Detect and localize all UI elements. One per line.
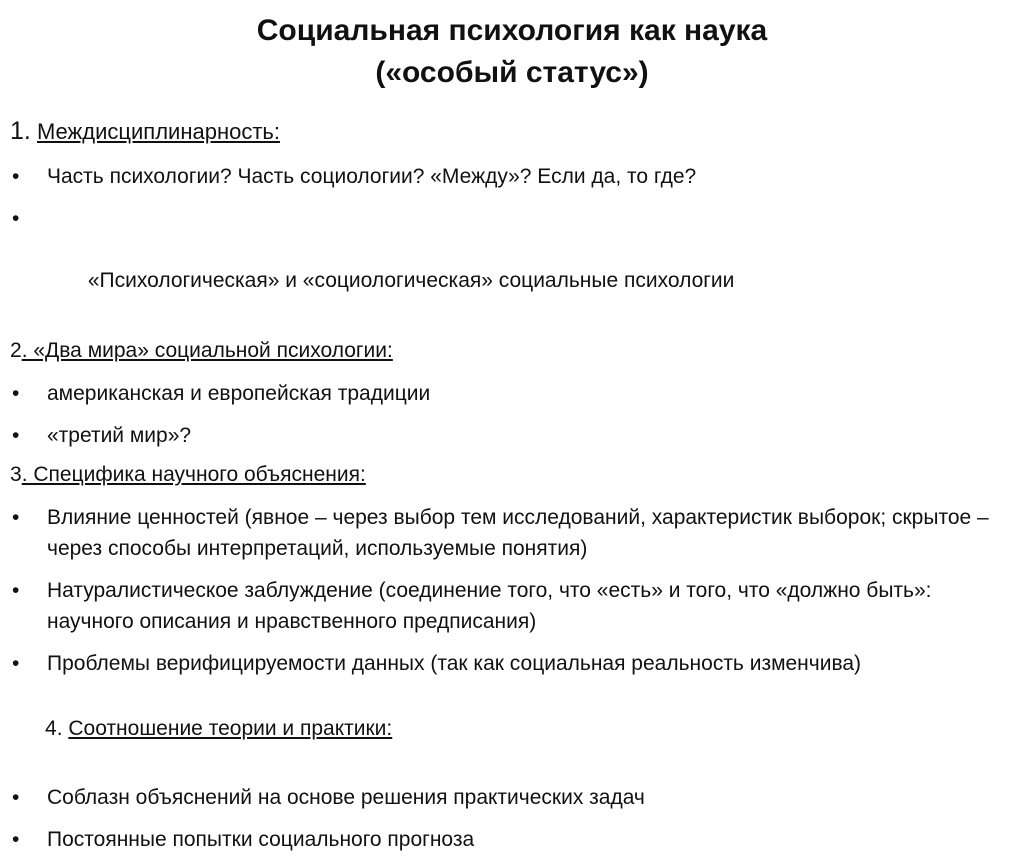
bullet-text: Часть психологии? Часть социологии? «Между»? Если да, то где? — [47, 165, 697, 188]
section-3-bullet-3 — [10, 648, 1010, 679]
bullet-text: Постоянные попытки социального прогноза — [47, 828, 475, 851]
bullet-text: «третий мир»? — [47, 424, 192, 447]
bullet-marker: • — [12, 382, 20, 405]
section-4-bullet-1 — [10, 782, 1010, 813]
section-2-title: . «Два мира» социальной психологии: — [21, 339, 393, 362]
section-1-title: Междисциплинарность: — [36, 119, 280, 144]
bullet-marker: • — [12, 165, 20, 188]
section-4-number: 4. — [45, 717, 69, 740]
title-line-2: («особый статус») — [375, 56, 649, 89]
section-1-number: 1. — [10, 117, 31, 145]
bullet-marker: • — [12, 652, 20, 675]
bullet-marker: • — [12, 579, 20, 602]
slide-title — [0, 10, 1024, 94]
slide-content — [10, 118, 1010, 866]
section-2-bullet-1 — [10, 378, 1010, 409]
bullet-text: Натуралистическое заблуждение (соединение того, что «есть» и того, что «должно быть»: научного описания и нравственного предписания) — [47, 579, 932, 633]
bullet-text: американская и европейская традиции — [47, 382, 431, 405]
section-3-heading — [10, 462, 1010, 488]
section-1-heading — [10, 118, 1010, 145]
bullet-text: Соблазн объяснений на основе решения практических задач — [47, 786, 645, 809]
section-3-bullet-2 — [10, 575, 1010, 637]
section-3-bullet-1 — [10, 502, 1010, 564]
section-2-heading — [10, 338, 1010, 364]
bullet-text: «Психологическая» и «социологическая» социальные психологии — [82, 269, 735, 292]
bullet-marker: • — [12, 424, 20, 447]
title-line-1: Социальная психология как наука — [256, 14, 768, 47]
section-2-number: 2 — [10, 339, 22, 362]
section-4-heading — [10, 690, 1010, 768]
section-3-title: . Специфика научного объяснения: — [21, 463, 366, 486]
section-1-bullet-1 — [10, 161, 1010, 192]
bullet-marker: • — [12, 506, 20, 529]
bullet-text: Проблемы верифицируемости данных (так как социальная реальность изменчива) — [47, 652, 862, 675]
bullet-marker: • — [12, 207, 20, 230]
section-3-number: 3 — [10, 463, 22, 486]
section-2-bullet-2 — [10, 420, 1010, 451]
bullet-marker: • — [12, 786, 20, 809]
bullet-marker: • — [12, 828, 20, 851]
section-4-bullet-2 — [10, 824, 1010, 855]
section-1-bullet-2 — [10, 203, 1010, 327]
section-4-title: Соотношение теории и практики: — [68, 717, 393, 740]
bullet-text: Влияние ценностей (явное – через выбор тем исследований, характеристик выборок; скрытое – через способы интерпретаций, используемые понятия) — [47, 506, 989, 560]
